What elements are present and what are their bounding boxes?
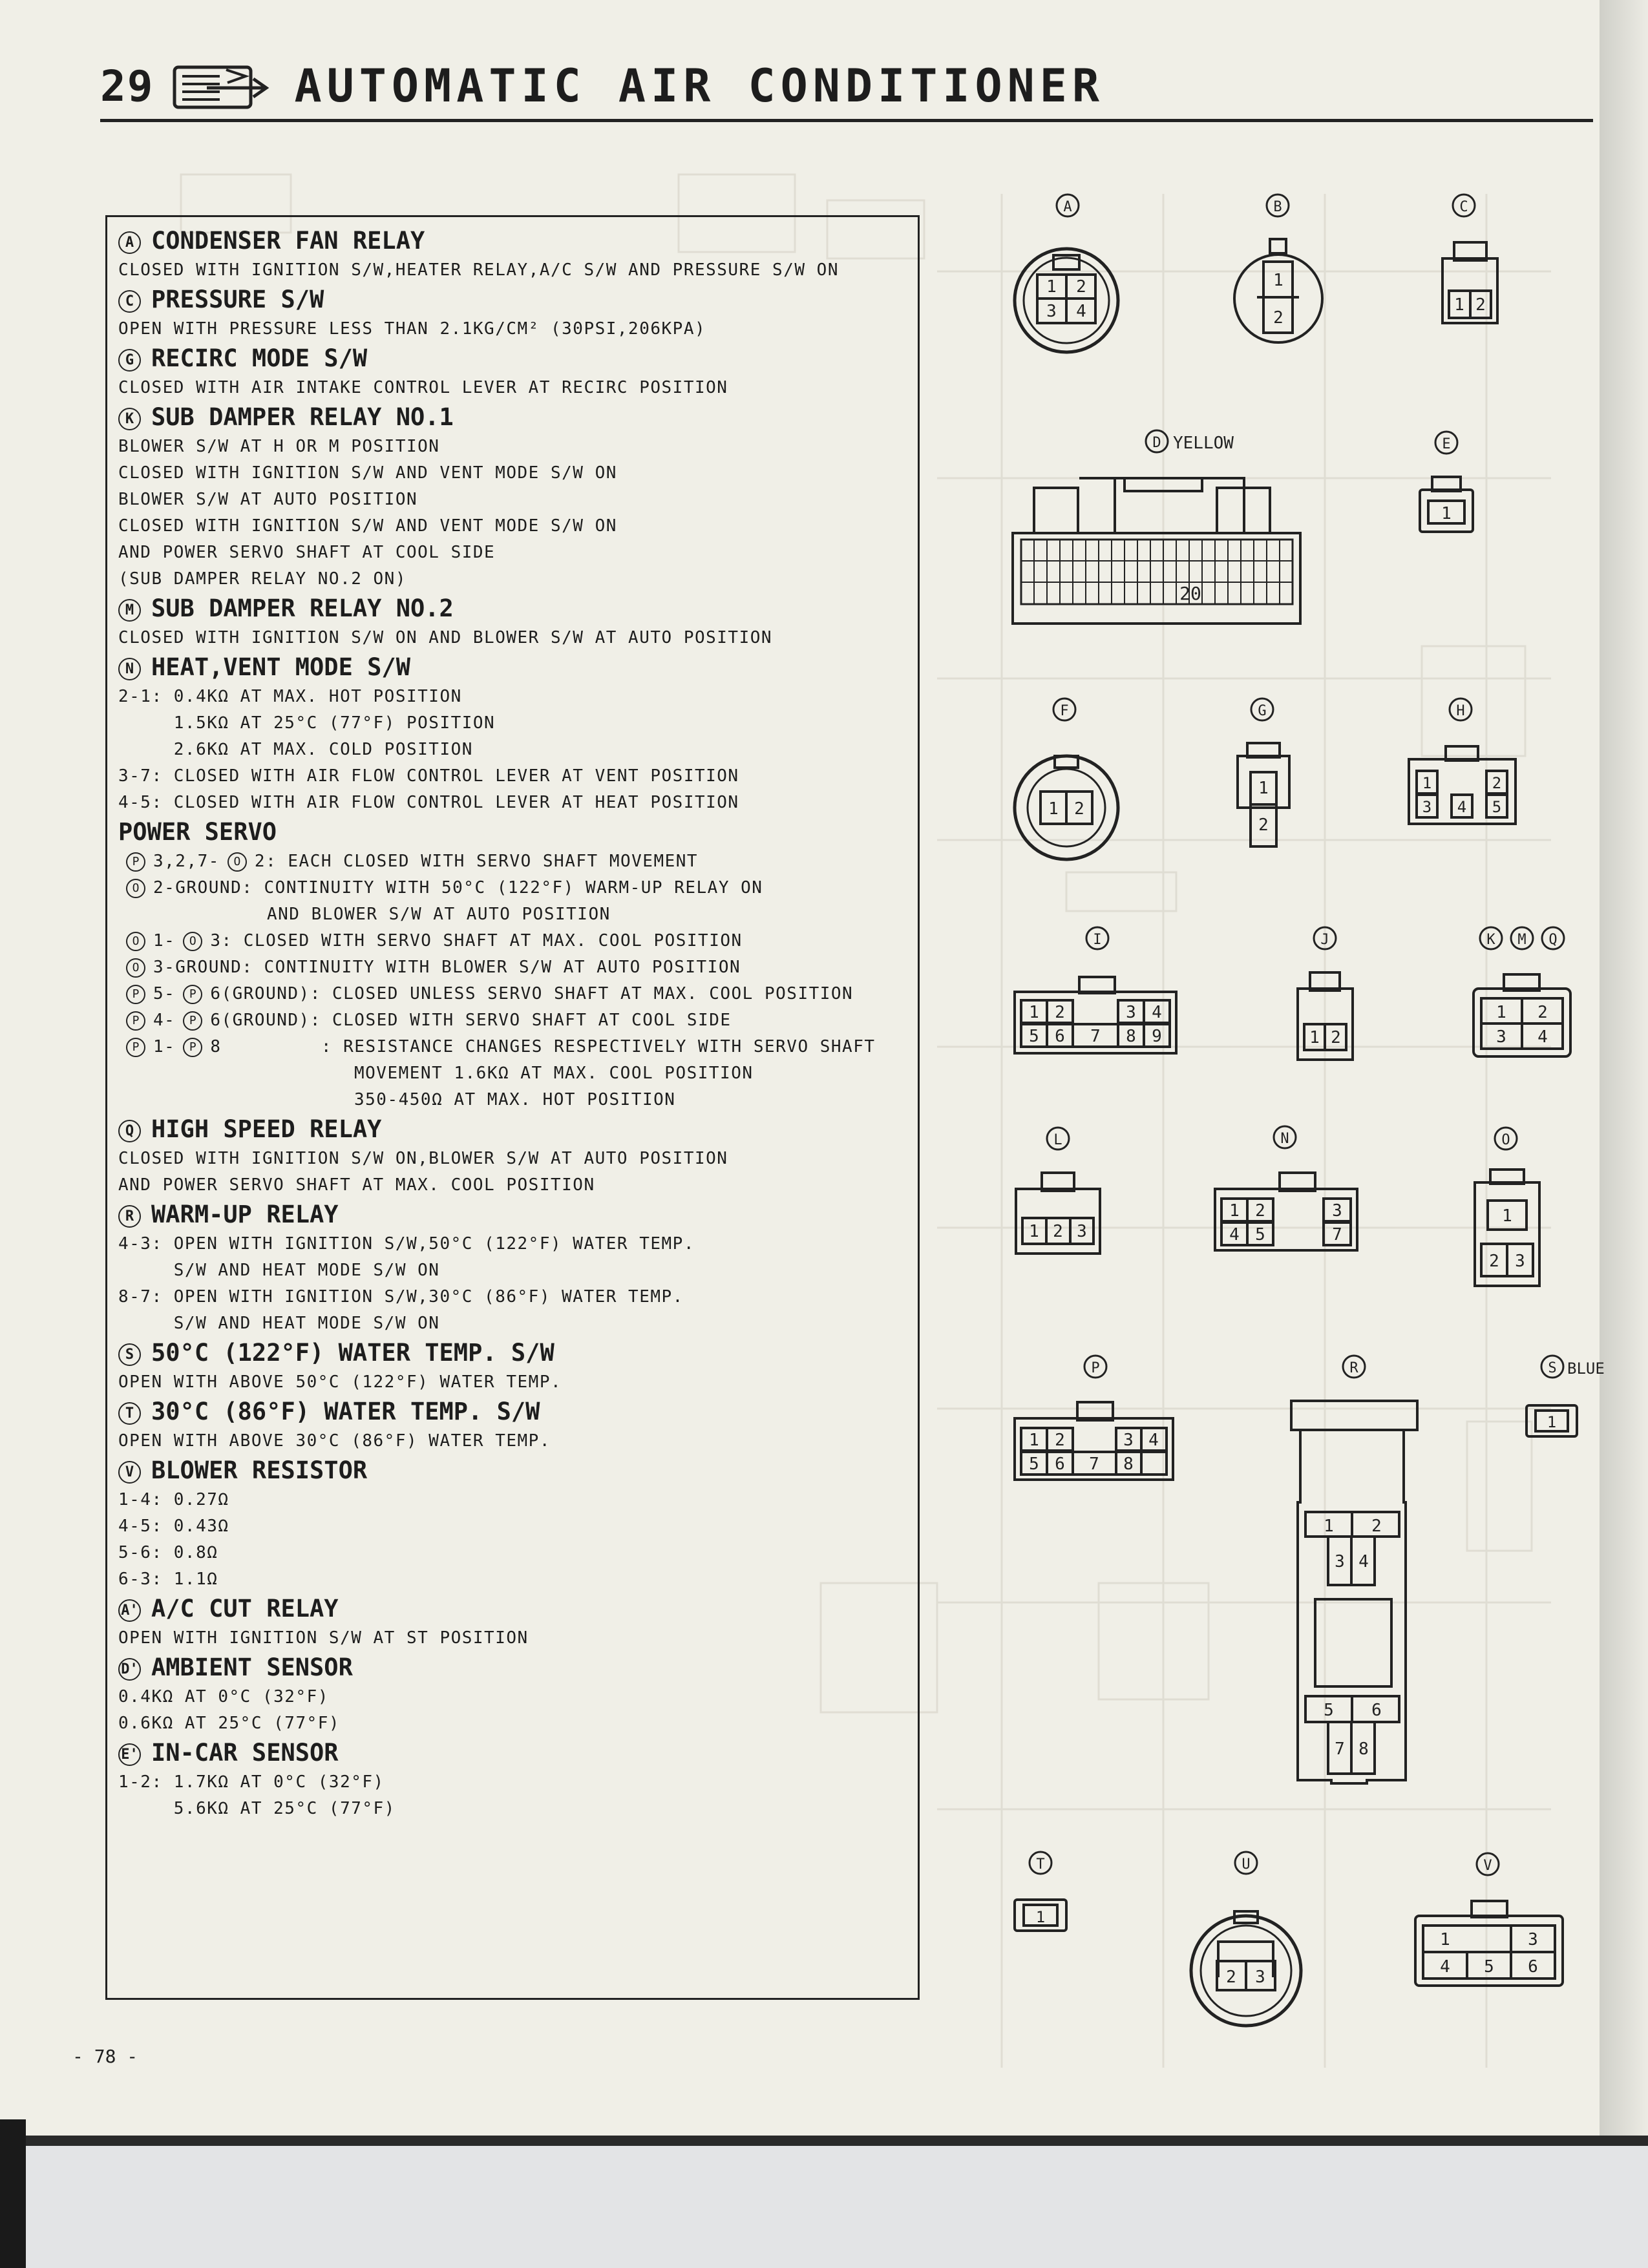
- pin-range: 4-: [153, 1011, 176, 1030]
- pin-label: 2: [1226, 1968, 1236, 1987]
- letter-mark: C: [118, 290, 141, 313]
- pin-label: 3: [1332, 1201, 1342, 1221]
- pin-label: 5: [1492, 798, 1502, 816]
- letter-mark: P: [126, 852, 145, 872]
- pin-label: 8: [1358, 1739, 1369, 1759]
- relay-cap: [1291, 1401, 1417, 1430]
- connector-latch: [1270, 239, 1286, 253]
- spec-title: WARM-UP RELAY: [151, 1201, 339, 1228]
- section-title: AUTOMATIC AIR CONDITIONER: [294, 59, 1105, 112]
- spec-line: OPEN WITH ABOVE 30°C (86°F) WATER TEMP.: [118, 1431, 551, 1451]
- connector-label: U: [1241, 1856, 1251, 1873]
- connector-a: [1015, 194, 1118, 352]
- pin-label: 2: [1371, 1517, 1382, 1536]
- spec-line: CLOSED WITH IGNITION S/W ON,BLOWER S/W AT AUTO POSITION: [118, 1149, 728, 1168]
- pin-label: 1: [1029, 1003, 1039, 1022]
- pin-label: 6: [1528, 1957, 1538, 1977]
- pin-label: 5: [1324, 1701, 1334, 1720]
- pin-label: 6: [1055, 1027, 1065, 1046]
- pin-label: 3: [1077, 1222, 1087, 1241]
- pin-label: 1: [1035, 1908, 1046, 1926]
- spec-line: CLOSED WITH IGNITION S/W AND VENT MODE S/W ON: [118, 463, 617, 483]
- page-number: - 78 -: [72, 2046, 138, 2067]
- pin-label: 1: [1229, 1201, 1240, 1221]
- pin-label: 2: [1055, 1003, 1065, 1022]
- servo-text: 3-GROUND: CONTINUITY WITH BLOWER S/W AT AUTO POSITION: [153, 958, 741, 977]
- connector-label: H: [1456, 703, 1465, 719]
- servo-text: 6(GROUND): CLOSED WITH SERVO SHAFT AT COOL SIDE: [210, 1011, 732, 1030]
- connector-c: [1442, 194, 1497, 323]
- spec-title: RECIRC MODE S/W: [151, 344, 368, 372]
- spec-line: 1-2: 1.7KΩ AT 0°C (32°F): [118, 1772, 385, 1792]
- pin-label: 1: [1324, 1517, 1334, 1536]
- pin-range: 5-: [153, 984, 176, 1003]
- pin-label: 8: [1123, 1454, 1134, 1474]
- spec-line: CLOSED WITH IGNITION S/W,HEATER RELAY,A/C S/W AND PRESSURE S/W ON: [118, 260, 839, 280]
- letter-mark: P: [126, 1038, 145, 1057]
- connector-label: A: [1063, 199, 1072, 215]
- pin-label: 4: [1537, 1027, 1548, 1047]
- connector-o: [1475, 1128, 1539, 1286]
- pin-range: 1-: [153, 931, 176, 950]
- spec-line: 4-5: CLOSED WITH AIR FLOW CONTROL LEVER AT HEAT POSITION: [118, 793, 739, 812]
- connector-label: F: [1060, 703, 1069, 719]
- connector-i: [1015, 927, 1176, 1053]
- letter-mark: A': [118, 1599, 141, 1622]
- connector-label: V: [1483, 1858, 1492, 1874]
- connector-p: [1015, 1356, 1173, 1480]
- servo-text: 2-GROUND: CONTINUITY WITH 50°C (122°F) WARM-UP RELAY ON: [153, 878, 763, 898]
- connector-label: B: [1273, 199, 1282, 215]
- spec-title: HEAT,VENT MODE S/W: [151, 653, 410, 681]
- letter-mark: S: [118, 1343, 141, 1366]
- pin-label: 3: [1335, 1552, 1345, 1571]
- connector-color: BLUE: [1567, 1360, 1605, 1378]
- letter-mark: D': [118, 1658, 141, 1681]
- spec-title: IN-CAR SENSOR: [151, 1739, 339, 1767]
- connector-label: O: [1501, 1132, 1510, 1148]
- connector-f: [1015, 698, 1118, 859]
- letter-mark: V: [118, 1461, 141, 1484]
- spec-line: (SUB DAMPER RELAY NO.2 ON): [118, 569, 407, 589]
- pin-label: 2: [1053, 1222, 1063, 1241]
- spec-line: BLOWER S/W AT AUTO POSITION: [118, 490, 418, 509]
- letter-mark: A: [118, 231, 141, 254]
- spec-line: 6-3: 1.1Ω: [118, 1570, 218, 1589]
- connector-e: [1420, 432, 1473, 532]
- spec-line: CLOSED WITH IGNITION S/W ON AND BLOWER S/W AT AUTO POSITION: [118, 628, 773, 647]
- pin-label: 5: [1029, 1027, 1039, 1046]
- letter-mark: O: [183, 932, 202, 951]
- pin-label: 2: [1255, 1201, 1265, 1221]
- pin-label: 4: [1440, 1957, 1450, 1977]
- pin-label: 1: [1048, 799, 1059, 819]
- letter-mark: Q: [118, 1120, 141, 1142]
- connector-n: [1215, 1126, 1357, 1250]
- pin-label: 2: [1331, 1028, 1341, 1047]
- pin-label: 3: [1422, 798, 1432, 816]
- pin-label: 1: [1441, 504, 1452, 523]
- spec-line: AND POWER SERVO SHAFT AT MAX. COOL POSITION: [118, 1175, 595, 1195]
- pin-label: 1: [1547, 1413, 1557, 1431]
- connector-label: J: [1320, 932, 1329, 948]
- spec-title: BLOWER RESISTOR: [151, 1456, 368, 1484]
- spec-line: S/W AND HEAT MODE S/W ON: [118, 1261, 440, 1280]
- pin-range: 3,2,7-: [153, 852, 220, 871]
- connector-g: [1238, 698, 1289, 846]
- spec-line: CLOSED WITH AIR INTAKE CONTROL LEVER AT RECIRC POSITION: [118, 378, 728, 397]
- pin-label: 7: [1335, 1739, 1345, 1759]
- connector-s: [1527, 1356, 1605, 1436]
- connector-label: N: [1280, 1131, 1289, 1147]
- servo-text-cont: 350-450Ω AT MAX. HOT POSITION: [354, 1090, 676, 1109]
- letter-mark: T: [118, 1402, 141, 1425]
- spec-line: 2.6KΩ AT MAX. COLD POSITION: [118, 740, 473, 759]
- spec-title: 50°C (122°F) WATER TEMP. S/W: [151, 1339, 555, 1367]
- pin-label: 4: [1076, 302, 1086, 321]
- pin-label: 2: [1489, 1252, 1499, 1271]
- power-servo-heading: POWER SERVO: [118, 818, 277, 846]
- letter-mark: O: [227, 852, 247, 872]
- pin-label: 2: [1273, 308, 1284, 328]
- pin-label: 7: [1090, 1027, 1101, 1046]
- pin-label: 2: [1076, 277, 1086, 297]
- letter-mark: N: [118, 658, 141, 680]
- connector-r: [1291, 1356, 1417, 1783]
- pin-label: 3: [1123, 1431, 1134, 1450]
- relay-window: [1315, 1599, 1391, 1686]
- spec-line: CLOSED WITH IGNITION S/W AND VENT MODE S/W ON: [118, 516, 617, 536]
- letter-mark: E': [118, 1743, 141, 1766]
- connector-label: I: [1093, 932, 1102, 948]
- spec-title: SUB DAMPER RELAY NO.2: [151, 594, 454, 622]
- pin-label: 4: [1229, 1225, 1240, 1244]
- connector-label: G: [1258, 703, 1267, 719]
- pin-label: 2: [1475, 295, 1486, 315]
- spec-line: 5.6KΩ AT 25°C (77°F): [118, 1799, 396, 1818]
- connector-latch: [1079, 478, 1202, 491]
- pin-label: 4: [1358, 1552, 1369, 1571]
- spec-line: BLOWER S/W AT H OR M POSITION: [118, 437, 440, 456]
- spec-line: 2-1: 0.4KΩ AT MAX. HOT POSITION: [118, 687, 462, 706]
- connector-label: K: [1486, 932, 1495, 948]
- pin-label: 20: [1179, 583, 1201, 604]
- spec-line: OPEN WITH ABOVE 50°C (122°F) WATER TEMP.: [118, 1372, 562, 1392]
- connector-j: [1298, 927, 1353, 1060]
- connector-label: L: [1053, 1132, 1062, 1148]
- pin-label: 2: [1537, 1003, 1548, 1022]
- pin-label: 7: [1332, 1225, 1342, 1244]
- spec-line: 1.5KΩ AT 25°C (77°F) POSITION: [118, 713, 496, 733]
- pin-label: 5: [1484, 1957, 1494, 1977]
- servo-text: 2: EACH CLOSED WITH SERVO SHAFT MOVEMENT: [254, 852, 699, 871]
- spec-title: PRESSURE S/W: [151, 286, 324, 313]
- pin-label: 1: [1422, 774, 1432, 792]
- letter-mark: M: [118, 599, 141, 622]
- pin-label: 2: [1074, 799, 1084, 819]
- connector-label: M: [1517, 932, 1527, 948]
- letter-mark: O: [126, 958, 145, 978]
- spec-line: 0.4KΩ AT 0°C (32°F): [118, 1687, 329, 1706]
- pin-label: 3: [1515, 1252, 1525, 1271]
- servo-text-cont: MOVEMENT 1.6KΩ AT MAX. COOL POSITION: [354, 1064, 754, 1083]
- letter-mark: O: [126, 879, 145, 898]
- pin-label: 4: [1148, 1431, 1159, 1450]
- pin-label: 1: [1029, 1222, 1039, 1241]
- spec-line: OPEN WITH PRESSURE LESS THAN 2.1KG/CM² (30PSI,206KPA): [118, 319, 706, 339]
- spec-title: A/C CUT RELAY: [151, 1595, 339, 1622]
- pin-label: 4: [1152, 1003, 1162, 1022]
- connector-b: [1234, 194, 1322, 342]
- connector-d: [1013, 430, 1300, 624]
- pin-label: 1: [1309, 1028, 1320, 1047]
- pin-label: 4: [1457, 798, 1467, 816]
- pin-label: 2: [1492, 774, 1502, 792]
- spec-title: SUB DAMPER RELAY NO.1: [151, 403, 454, 431]
- section-number: 29: [100, 61, 154, 111]
- connector-u: [1191, 1852, 1301, 2026]
- connector-kmq: [1474, 927, 1570, 1056]
- spec-line: 4-3: OPEN WITH IGNITION S/W,50°C (122°F) WATER TEMP.: [118, 1234, 695, 1254]
- connector-label: P: [1091, 1360, 1100, 1376]
- pin-label: 1: [1029, 1431, 1039, 1450]
- pin-label: 5: [1029, 1454, 1039, 1474]
- connector-label: R: [1349, 1360, 1358, 1376]
- pin-label: 7: [1089, 1454, 1099, 1474]
- connector-label: T: [1036, 1856, 1045, 1873]
- pin-label: 3: [1528, 1930, 1538, 1949]
- spec-title: CONDENSER FAN RELAY: [151, 227, 425, 255]
- spec-line: 1-4: 0.27Ω: [118, 1490, 229, 1509]
- pin-label: 2: [1258, 815, 1269, 835]
- spec-title: AMBIENT SENSOR: [151, 1654, 353, 1681]
- pin-label: 1: [1273, 271, 1284, 290]
- pin-label: 3: [1496, 1027, 1506, 1047]
- letter-mark: P: [183, 1011, 202, 1031]
- spec-line: AND POWER SERVO SHAFT AT COOL SIDE: [118, 543, 496, 562]
- servo-text: 3: CLOSED WITH SERVO SHAFT AT MAX. COOL POSITION: [210, 931, 743, 950]
- pin-label: 1: [1454, 295, 1464, 315]
- pin-label: 3: [1046, 302, 1057, 321]
- letter-mark: K: [118, 408, 141, 430]
- spec-title: HIGH SPEED RELAY: [151, 1115, 382, 1143]
- pin-label: 2: [1055, 1431, 1065, 1450]
- connector-body: [1013, 533, 1300, 624]
- pin-label: 1: [1440, 1930, 1450, 1949]
- connector-color: YELLOW: [1173, 434, 1234, 453]
- connector-latch: [1034, 478, 1270, 533]
- connector-label: S: [1548, 1360, 1557, 1376]
- pin-grid: [1021, 540, 1293, 604]
- pin-label: 1: [1258, 779, 1269, 798]
- connector-t: [1015, 1852, 1066, 1931]
- servo-text: 6(GROUND): CLOSED UNLESS SERVO SHAFT AT MAX. COOL POSITION: [210, 984, 854, 1003]
- pin-label: 8: [1126, 1027, 1136, 1046]
- connector-l: [1016, 1128, 1100, 1254]
- letter-mark: P: [183, 1038, 202, 1057]
- spec-line: 5-6: 0.8Ω: [118, 1543, 218, 1562]
- letter-mark: P: [126, 985, 145, 1004]
- connector-label: D: [1152, 435, 1161, 451]
- pin-label: 6: [1371, 1701, 1382, 1720]
- letter-mark: P: [183, 985, 202, 1004]
- letter-mark: G: [118, 349, 141, 372]
- pin-label: 9: [1152, 1027, 1162, 1046]
- pin-label: 3: [1126, 1003, 1136, 1022]
- connector-label: C: [1459, 199, 1468, 215]
- spec-line: 8-7: OPEN WITH IGNITION S/W,30°C (86°F) WATER TEMP.: [118, 1287, 684, 1307]
- pin-label: 1: [1502, 1206, 1512, 1226]
- spec-line: 4-5: 0.43Ω: [118, 1517, 229, 1536]
- spec-title: 30°C (86°F) WATER TEMP. S/W: [151, 1398, 540, 1425]
- pin-label: 3: [1255, 1968, 1265, 1987]
- pin-label: 1: [1496, 1003, 1506, 1022]
- connector-label: E: [1442, 436, 1451, 452]
- letter-mark: P: [126, 1011, 145, 1031]
- pin-label: 6: [1055, 1454, 1065, 1474]
- servo-text-cont: AND BLOWER S/W AT AUTO POSITION: [267, 905, 611, 924]
- spec-line: 0.6KΩ AT 25°C (77°F): [118, 1714, 341, 1733]
- connector-v: [1415, 1853, 1563, 1986]
- spec-line: OPEN WITH IGNITION S/W AT ST POSITION: [118, 1628, 529, 1648]
- spec-line: 3-7: CLOSED WITH AIR FLOW CONTROL LEVER AT VENT POSITION: [118, 766, 739, 786]
- connector-h: [1409, 698, 1516, 824]
- pin-range: 1-: [153, 1037, 176, 1056]
- letter-mark: R: [118, 1205, 141, 1228]
- pin-label: 1: [1046, 277, 1057, 297]
- spec-line: S/W AND HEAT MODE S/W ON: [118, 1314, 440, 1333]
- connector-label: Q: [1548, 932, 1558, 948]
- pin-label: 5: [1255, 1225, 1265, 1244]
- letter-mark: O: [126, 932, 145, 951]
- servo-text: 8 : RESISTANCE CHANGES RESPECTIVELY WITH SERVO SHAFT: [210, 1037, 876, 1056]
